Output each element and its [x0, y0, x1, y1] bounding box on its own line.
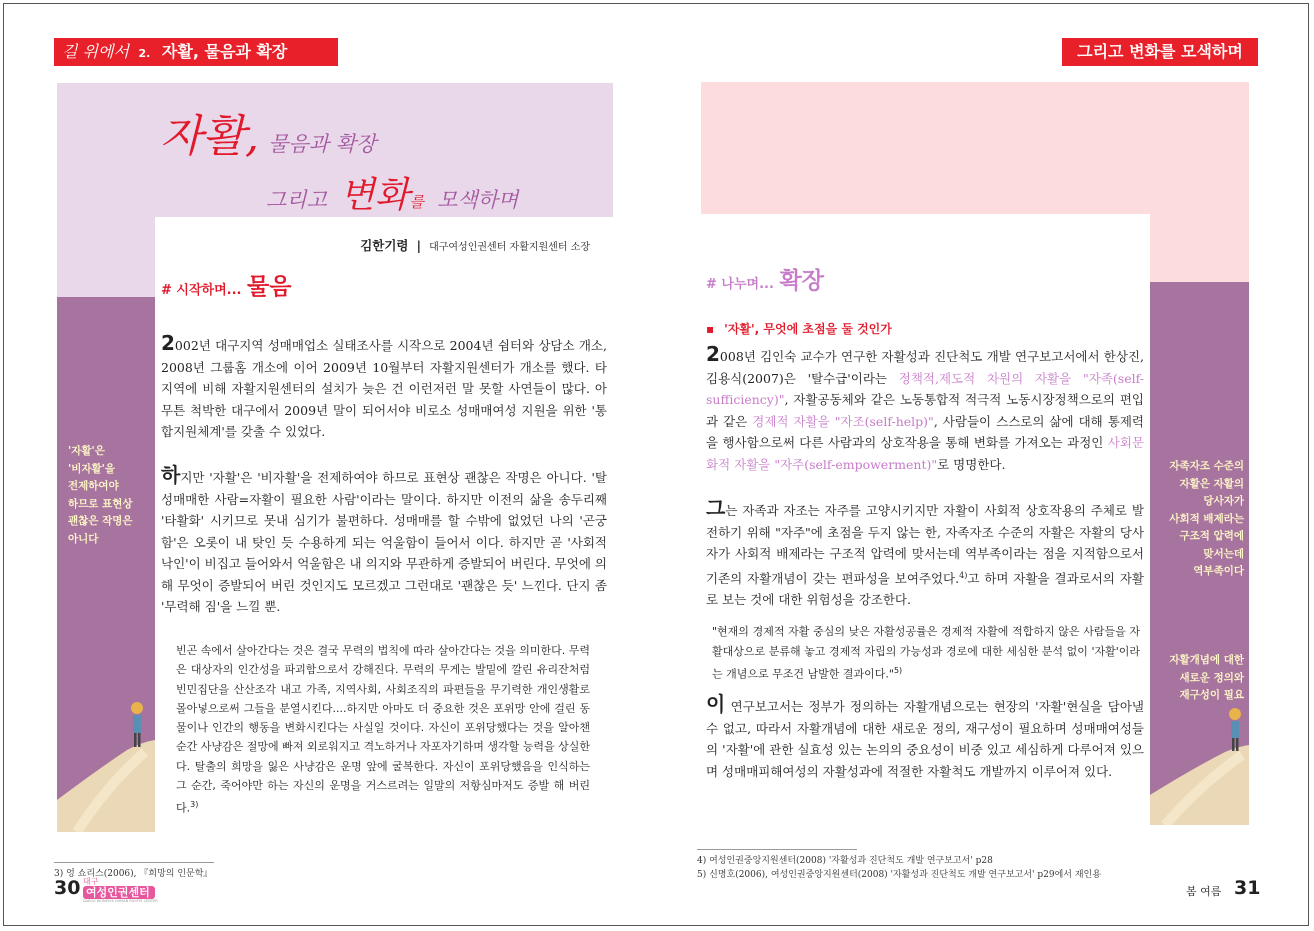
right-sidebar-note-1	[1152, 458, 1244, 581]
drop-initial: 하	[161, 463, 181, 487]
left-section-prefix: # 시작하며...	[161, 283, 242, 298]
right-subheading	[706, 320, 892, 337]
left-sidebar-line: 전제하여야	[68, 480, 119, 492]
left-paragraph-2	[161, 465, 607, 618]
main-title-line2	[266, 167, 518, 218]
right-sidebar-line: 맞서는데	[1203, 547, 1244, 560]
logo-small: DAEGU WOMEN'S HUMAN RIGHTS CENTER	[83, 899, 158, 903]
left-header-title: 자활, 물음과 확장	[161, 42, 288, 61]
right-p2-tail: 고 하며 자활을 결과로서의 자활로 보는 것에 대한 위험성을 강조한다.	[706, 570, 1145, 608]
left-sidebar-line: 아니다	[68, 532, 99, 545]
title-panel-left-strip	[57, 217, 155, 297]
right-footnote-1: 4) 여성인권중앙지원센터(2008) '자활성과 진단척도 개발 연구보고서' p28	[697, 856, 993, 866]
left-footnote-rule	[54, 862, 214, 863]
right-footnote-2: 5) 신명호(2006), 여성인권중앙지원센터(2008) '자활성과 진단척도 개발 연구보고서' p29에서 재인용	[697, 870, 1101, 880]
left-paragraph-1-text: 002년 대구지역 성매매업소 실태조사를 시작으로 2004년 쉼터와 상담소 개소, 2008년 그룹홈 개소에 이어 2009년 10월부터 자활지원센터가 개소를 했다. 타 지역에 비해 자활지원센터의 설치가 늦은 건 이런저런 말 못할 사연들이 많다. 아무튼 척박한 대구에서 2009년 말이 되어서야 비로소 성매매여성 지원을 위한 '통합지원체계'를 갖출 수 있었다.	[161, 338, 607, 439]
right-sidebar-line: 구조적 압력에	[1179, 530, 1244, 542]
main-title-rest: 물음과 확장	[268, 132, 377, 156]
left-quote-ref: 3)	[190, 800, 199, 810]
right-header-title: 그리고 변화를 모색하며	[1077, 42, 1243, 61]
right-quote	[712, 622, 1140, 684]
drop-initial: 그	[706, 496, 726, 520]
right-section-word: 확장	[779, 268, 824, 294]
left-quote-text: 빈곤 속에서 살아간다는 것은 결국 무력의 법칙에 따라 살아간다는 것을 의미한다. 무력은 대상자의 인간성을 파괴함으로서 강해진다. 무력의 무게는 발밑에 깔린 유리잔처럼 빈민집단을 산산조각 내고 가족, 지역사회, 사회조직의 파편들을 무기력한 개인생활로 몰아넣으로써 그들을 분열시킨다....하지만 아마도 더 중요한 것은 포위망 안에 걸린 동물이나 인간의 행동을 변화시킨다는 사실일 것이다. 자신이 포위당했다는 것을 알아챈 순간 사냥감은 절망에 빠져 외로워지고 격노하거나 자포자기하며 생각할 능력을 상실한다. 탈출의 희망을 잃은 사냥감은 운명 앞에 굴복한다. 자신이 포위당했음을 인식하는 그 순간, 죽어야만 하는 자신의 운명을 거스르려는 일말의 저항심마저도 증발 해 버린다.	[176, 644, 591, 816]
right-sidebar-line: 새로운 정의와	[1179, 671, 1244, 684]
right-footnote-rule	[697, 849, 857, 850]
right-section-heading	[706, 262, 824, 295]
drop-initial: 2	[706, 342, 720, 366]
right-footer-label: 봄 여름	[1186, 885, 1222, 898]
main-title-word: 자활,	[160, 111, 259, 162]
right-sidebar-line: 역부족이다	[1193, 565, 1244, 577]
right-sidebar-line: 자족자조 수준의	[1169, 460, 1244, 472]
left-header-series: 길 위에서	[62, 42, 129, 61]
illustration-figure-path-right	[1150, 700, 1249, 825]
right-sidebar-line: 당사자가	[1203, 495, 1244, 507]
left-sidebar-line: 하므로 표현상	[68, 497, 133, 510]
drop-initial: 이	[706, 692, 726, 716]
illustration-figure-path	[57, 690, 155, 832]
right-p1-c: , 사람들이 스스로의 삶에 대해 통제력을 행사함으로써 다른 사람과의 상호작용을 통해 변화를 가져오는 과정인	[706, 413, 1144, 450]
main-title-line1	[160, 100, 376, 164]
right-p1-highlight-2: 경제적 자활을 "자조(self-help)"	[752, 413, 934, 429]
right-p1-b: , 자활공동체와 같은 노동통합적 적극적 노동시장정책으로의 편입과 같은	[706, 392, 1144, 429]
right-p2-ref: 4)	[959, 570, 968, 580]
left-page-number: 30	[54, 877, 81, 899]
left-sidebar-note	[68, 443, 153, 548]
right-p2-text: 는 자족과 자조는 자주를 고양시키지만 자활이 사회적 상호작용의 주체로 발전하기 위해 "자주"에 초점을 두지 않는 한, 자족자조 수준의 자활은 자활의 당사자가 사회적 배제라는 구조적 압력에 맞서는데 역부족이라는 점을 지적함으로서 기존의 자활개념이 갖는 편파성을 보여주었다.	[706, 503, 1144, 586]
left-sidebar-line: '비자활'을	[68, 462, 116, 475]
left-footnote: 3) 엉 쇼리스(2006), 『희망의 인문학』	[54, 869, 213, 879]
right-sidebar-line: 재구성이 필요	[1179, 689, 1244, 701]
right-p1-highlight-1: 정책적,제도적 차원의 자활을 "자족(self-sufficiency)"	[706, 370, 1144, 407]
right-title-panel-strip	[1150, 214, 1249, 282]
right-sidebar-line: 사회적 배제라는	[1169, 512, 1244, 525]
right-paragraph-2	[706, 498, 1144, 611]
right-p1-highlight-3: 사회문화적 자활을 "자주(self-empowerment)"	[706, 435, 1144, 472]
right-quote-ref: 5)	[893, 666, 903, 675]
right-sidebar-note-2	[1152, 652, 1244, 705]
right-sidebar-line: 자활은 자활의	[1179, 477, 1244, 490]
author-role: 대구여성인권센터 자활지원센터 소장	[429, 242, 590, 253]
subheading-bullet: ▪	[706, 322, 715, 336]
author-name: 김한기령	[360, 238, 409, 253]
right-p3-text: 연구보고서는 정부가 정의하는 자활개념으로는 현장의 '자활'현실을 담아낼 수 없고, 따라서 자활개념에 대한 새로운 정의, 재구성이 필요하며 성매매여성들의 '자활'에 관한 실효성 있는 논의의 중요성이 비중 있고 세심하게 다루어져 있으며 성매매피해여성의 자활성과에 적절한 자활척도 개발까지 이루어져 있다.	[706, 699, 1144, 779]
left-paragraph-2-text: 지만 '자활'은 '비자활'을 전제하여야 하므로 표현상 괜찮은 작명은 아니다. '탈성매매한 사람=자활이 필요한 사람'이라는 말이다. 하지만 이전의 삶을 송두리째 '타활화' 시키므로 못내 심기가 불편하다. 성매매를 할 수밖에 없었던 나의 '곤궁함'은 오롯이 내 탓인 듯 수용하게 되는 억울함이 들어서 이다. 하지만 곧 '사회적 낙인'이 비집고 들어와서 억울함은 내 의지와 무관하게 증발되어 버린다. 무엇에 의해 무엇이 증발되어 버린 것인지도 모르겠고 그런대로 '괜찮은 듯' 느낀다. 단지 좀 '무력해 짐'을 느낄 뿐.	[161, 470, 607, 614]
center-logo	[83, 877, 158, 905]
left-sidebar-line: '자활'은	[68, 445, 105, 457]
right-section-prefix: # 나누며...	[706, 277, 774, 292]
left-section-word: 물음	[247, 274, 292, 300]
left-sidebar-line: 괜찮은 작명은	[68, 515, 133, 527]
main-title-line2-c: 를	[409, 193, 425, 211]
main-title-line2-b: 변화	[339, 175, 410, 216]
right-sidebar-line: 자활개념에 대한	[1169, 654, 1244, 666]
left-header	[54, 38, 338, 66]
subheading-text: '자활', 무엇에 초점을 둘 것인가	[724, 322, 892, 336]
right-p1-a: 008년 김인숙 교수가 연구한 자활성과 진단척도 개발 연구보고서에서 한상진, 김용식(2007)은 '탈수급'이라는	[706, 349, 1144, 386]
right-title-panel	[701, 82, 1249, 214]
author-separator: |	[416, 239, 421, 253]
right-paragraph-1	[706, 344, 1144, 475]
left-section-heading	[161, 268, 291, 301]
right-p1-d: 로 명명한다.	[937, 456, 1006, 472]
logo-line1: 대구	[83, 877, 99, 886]
left-paragraph-1	[161, 333, 607, 443]
right-header	[1062, 38, 1258, 66]
right-page-number: 31	[1234, 877, 1261, 899]
main-title-line2-d: 모색하며	[437, 188, 519, 212]
right-quote-text: "현재의 경제적 자활 중심의 낮은 자활성공률은 경제적 자활에 적합하지 않은 사람들을 자활대상으로 분류해 놓고 경제적 자립의 가능성과 경로에 대한 세심한 분석 없이 '자활'이라는 개념으로 무조건 남발한 결과이다."	[712, 625, 1140, 681]
author-line	[320, 235, 590, 254]
drop-initial: 2	[161, 331, 175, 355]
logo-line2: 여성인권센터	[83, 886, 155, 899]
left-header-number: 2.	[138, 47, 151, 60]
main-title-line2-a: 그리고	[266, 188, 327, 212]
left-quote	[176, 641, 590, 818]
right-paragraph-3	[706, 694, 1144, 782]
